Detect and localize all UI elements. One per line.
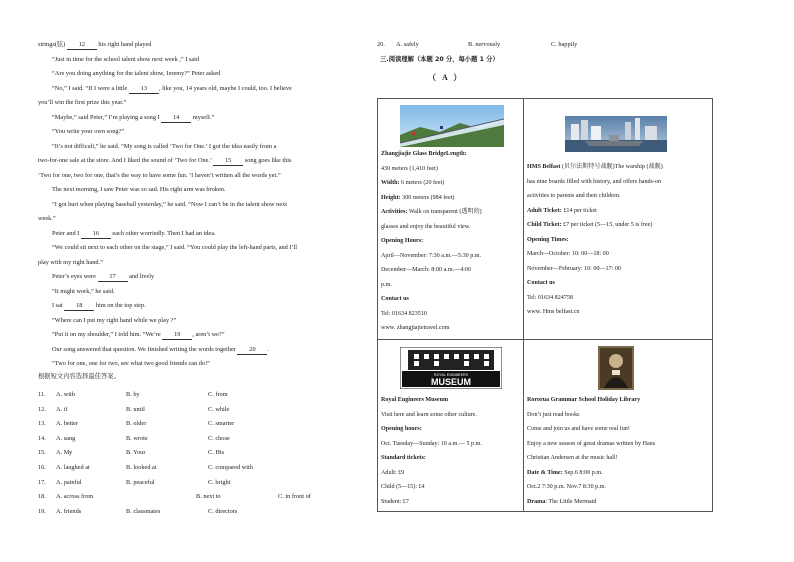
option-c[interactable]: C. while xyxy=(208,405,230,413)
passage-text: “It’s not difficult,” he said. “My song is called ‘Two for One.’ I got the idea easily from a xyxy=(52,142,277,150)
cell-text: Child (5—15): £4 xyxy=(381,484,425,490)
passage-text: “I got hurt when playing baseball yesterday,” he said. “Now I can’t be in the talent show next xyxy=(52,200,288,208)
option-c[interactable]: C. His xyxy=(208,449,225,457)
option-c[interactable]: C. smarter xyxy=(208,420,235,428)
option-a[interactable]: A. better xyxy=(56,420,79,428)
cell-text: £7 per ticket (5—15, under 5 is free) xyxy=(563,222,653,228)
passage-text: . xyxy=(267,345,270,353)
passage-text: “Maybe,” said Peter,” I’m playing a song I xyxy=(52,113,162,121)
question-20-option-b: B. nervously xyxy=(468,41,501,48)
passage-text: “You write your own song?” xyxy=(52,128,125,135)
answer-blank[interactable]: 15 xyxy=(213,156,243,166)
passage-text: The next morning, I saw Peter was so sad. His right arm was broken. xyxy=(52,186,226,193)
museum-logo-top-text: ROYAL ENGINEERS xyxy=(434,373,468,377)
passage-line xyxy=(38,40,151,50)
passage-text: week.” xyxy=(38,215,56,222)
cell-line xyxy=(527,440,655,449)
option-c[interactable]: C. chose xyxy=(208,434,230,442)
passage-line xyxy=(38,185,225,194)
cell-line xyxy=(381,324,449,333)
cell-line xyxy=(381,498,409,507)
passage-text: his right hand played xyxy=(96,41,152,48)
cell-text: March—October: 10: 00—18: 00 xyxy=(527,251,609,257)
passage-label: （ A ） xyxy=(428,73,464,82)
question-number: 11. xyxy=(38,391,46,398)
option-a[interactable]: A. laughed at xyxy=(56,464,90,471)
question-number: 15. xyxy=(38,449,46,457)
passage-text: you’ll win the first prize this year.” xyxy=(38,99,127,106)
passage-text: myself.” xyxy=(191,113,215,121)
cell-line xyxy=(381,179,444,188)
cell-line xyxy=(527,396,640,405)
passage-text: “We could sit next to each other on the stage,” I said. “You could play the left-hand parts, and I’ll xyxy=(52,244,298,251)
option-a[interactable]: A. with xyxy=(56,391,75,398)
passage-line xyxy=(38,98,126,107)
option-c[interactable]: C. bright xyxy=(208,478,231,486)
cell-text: www. zhangjiajietravel.com xyxy=(381,325,450,331)
museum-logo-main-text: MUSEUM xyxy=(431,377,471,387)
cell-line xyxy=(381,310,427,319)
passage-line xyxy=(38,229,216,239)
cell-text: Child Ticket: xyxy=(527,222,564,228)
cell-text: Width: xyxy=(381,180,402,186)
cell-line xyxy=(381,454,426,463)
section-title: 三.阅读理解（本题 20 分，每小题 1 分） xyxy=(380,56,499,63)
cell-line xyxy=(527,308,579,317)
passage-text: “Where can I put my right hand while we play ?” xyxy=(52,316,177,324)
passage-line xyxy=(38,287,115,296)
option-c[interactable]: C. in front of xyxy=(278,493,311,501)
cell-line xyxy=(381,208,482,217)
passage-text: Our song answered that question. We finished writing the words together xyxy=(52,345,238,353)
option-b[interactable]: B. looked at xyxy=(126,464,157,471)
question-number: 12. xyxy=(38,405,46,413)
cell-text: Visit here and learn some other culture. xyxy=(381,411,477,418)
question-number: 14. xyxy=(38,434,46,442)
option-a[interactable]: A. painful xyxy=(56,478,82,486)
option-a[interactable]: A. friends xyxy=(56,507,82,515)
cell-line xyxy=(527,250,609,259)
option-b[interactable]: B. until xyxy=(126,405,145,413)
cell-text: £14 per ticket xyxy=(563,207,597,214)
option-c[interactable]: C. from xyxy=(208,391,228,398)
cell-line xyxy=(527,279,555,288)
cell-line xyxy=(381,165,438,174)
passage-line xyxy=(38,359,210,368)
passage-text: him on the top step. xyxy=(94,302,146,309)
cell-text: November—February: 10: 00—17: 00 xyxy=(527,265,621,272)
passage-line xyxy=(38,156,292,166)
passage-text: Peter’s eyes were xyxy=(52,273,98,280)
cell-line xyxy=(527,411,580,420)
cell-text: Adult Ticket: xyxy=(527,207,564,214)
passage-text: “Put it on my shoulder,” I told him. “We’re xyxy=(52,331,163,338)
passage-text: and lively xyxy=(127,273,155,280)
cell-text: Drama xyxy=(527,498,546,505)
cell-text: Date & Time: xyxy=(527,469,565,476)
passage-line xyxy=(38,171,281,180)
passage-line xyxy=(38,84,292,94)
passage-line xyxy=(38,69,220,78)
cell-line xyxy=(527,498,596,507)
passage-line xyxy=(38,214,56,223)
passage-text: , aren’t we?” xyxy=(192,331,225,338)
question-20-option-c: C. happily xyxy=(551,41,578,48)
cell-text: Standard tickets: xyxy=(381,455,426,461)
cell-line xyxy=(381,295,409,304)
option-a[interactable]: A. if xyxy=(56,405,68,413)
cell-text: www. Hms belfast.cn xyxy=(527,309,580,315)
passage-line xyxy=(38,301,146,311)
passage-text: I sat xyxy=(52,302,65,309)
cell-line xyxy=(527,425,630,434)
cell-line xyxy=(527,265,621,274)
cell-text: Height: xyxy=(381,194,403,201)
cell-text: Opening hours: xyxy=(381,426,422,432)
passage-line xyxy=(38,316,176,325)
cell-text: (贝尔法斯特号战舰)The warship (战舰) xyxy=(560,164,663,170)
cell-text: Activities: xyxy=(381,209,409,215)
passage-line xyxy=(38,258,103,267)
question-number: 13. xyxy=(38,420,46,428)
cell-line xyxy=(527,163,663,172)
cell-text: Opening Times: xyxy=(527,236,569,243)
cell-line xyxy=(527,192,620,201)
passage-text: , like you, 14 years old, maybe I could, too. I believe xyxy=(158,84,292,92)
cell-line xyxy=(527,178,661,187)
cell-text: 300 meters (984 feet) xyxy=(402,194,455,201)
passage-line xyxy=(38,142,276,151)
option-b[interactable]: B. wrote xyxy=(126,434,148,442)
cell-text: : The Little Mermaid xyxy=(545,498,597,505)
cell-line xyxy=(381,266,471,275)
option-b[interactable]: B. peaceful xyxy=(126,478,155,486)
passage-text: ‘Two for one, two for one, that’s the way to have some fun. ‘I haven’t written all the words yet.” xyxy=(38,171,281,179)
cell-text: Christian Andersen at the music hall! xyxy=(527,455,618,461)
cell-text: 430 meters (1,410 feet) xyxy=(381,165,438,172)
cell-text: Don’t just read books xyxy=(527,411,580,418)
cell-text: Contact us xyxy=(527,280,555,286)
cell-line xyxy=(527,236,569,245)
cell-line xyxy=(381,281,392,290)
cell-text: Royal Engineers Museum xyxy=(381,397,449,403)
passage-line xyxy=(38,127,124,136)
cell-line xyxy=(381,223,470,232)
passage-text: Peter and I xyxy=(52,229,81,237)
passage-line xyxy=(38,55,199,64)
cell-line xyxy=(527,221,652,230)
option-b[interactable]: B. by xyxy=(126,391,140,398)
question-20-option-a: A. safely xyxy=(396,41,419,48)
option-b[interactable]: B. Your xyxy=(126,449,146,457)
table-divider-vertical xyxy=(523,99,524,511)
cell-text: December—March: 8:00 a.m.—4:00 xyxy=(381,267,472,273)
passage-text: strings(弦) xyxy=(38,41,67,48)
passage-line xyxy=(38,243,297,252)
passage-text: play with my right hand.” xyxy=(38,258,103,266)
question-number: 17. xyxy=(38,478,46,486)
passage-line xyxy=(38,330,225,340)
cell-line xyxy=(527,469,603,478)
answer-blank[interactable]: 16 xyxy=(81,229,111,239)
cell-text: glasses and enjoy the beautiful view. xyxy=(381,223,471,230)
option-a[interactable]: A. My xyxy=(56,449,73,457)
cell-text: Contact us xyxy=(381,296,409,302)
passage-text: song goes like this xyxy=(243,157,292,164)
cell-line xyxy=(527,294,573,303)
cell-text: Enjoy a new season of great dramas written by Hans xyxy=(527,440,656,447)
cell-line xyxy=(381,252,481,261)
answer-blank[interactable]: 12 xyxy=(67,40,97,50)
instruction-text: 根据短文内容选择最佳答案。 xyxy=(38,372,120,380)
passage-line xyxy=(38,272,154,282)
hans-christian-andersen-portrait xyxy=(598,346,634,390)
question-number: 19. xyxy=(38,507,46,515)
question-number: 18. xyxy=(38,493,46,501)
option-b[interactable]: B. classmates xyxy=(126,507,161,515)
cell-text: has nine boards filled with history, and offers hands-on xyxy=(527,178,662,185)
passage-text: each other worriedly. Then I had an idea. xyxy=(110,229,216,237)
cell-line xyxy=(381,411,477,420)
answer-blank[interactable]: 20 xyxy=(237,345,267,355)
cell-text: Tel: 01634 823510 xyxy=(381,310,427,317)
cell-text: Sep.6 8:00 p.m. xyxy=(564,469,603,476)
cell-text: Oct. Tuesday—Sunday: 10 a.m.— 5 p.m. xyxy=(381,440,482,447)
answer-blank[interactable]: 14 xyxy=(161,113,191,123)
cell-line xyxy=(381,194,454,203)
passage-text: “Two for one, one for two, see what two good friends can do!” xyxy=(52,360,210,367)
answer-blank[interactable]: 17 xyxy=(98,272,128,282)
option-a[interactable]: A. sang xyxy=(56,434,76,442)
answer-blank[interactable]: 18 xyxy=(64,301,94,311)
cell-text: Adult: £9 xyxy=(381,469,405,476)
passage-text: “It might work,” he said. xyxy=(52,287,115,295)
reading-a-table xyxy=(377,98,713,512)
cell-text: p.m. xyxy=(381,281,392,288)
hms-belfast-image xyxy=(565,116,667,152)
cell-text: Come and join us and have some real fun! xyxy=(527,426,630,432)
cell-line xyxy=(381,396,448,405)
cell-text: Student: £7 xyxy=(381,498,409,505)
cell-line xyxy=(527,207,597,216)
table-divider-horizontal xyxy=(378,339,712,340)
cell-text: Oct.2 7:30 p.m. Nov.7 8:30 p.m. xyxy=(527,484,606,490)
cell-text: Opening Hours: xyxy=(381,238,424,244)
passage-line xyxy=(38,113,214,123)
passage-text: two-for-one sale at the store. And I liked the sound of ‘Two for One.’ xyxy=(38,157,214,164)
option-c[interactable]: C. directors xyxy=(208,507,238,515)
cell-text: activities to parents and their children. xyxy=(527,193,621,199)
option-b[interactable]: B. older xyxy=(126,420,147,428)
cell-line xyxy=(527,483,606,492)
passage-text: “Are you doing anything for the talent show, Jeremy?” Peter asked xyxy=(52,70,221,77)
cell-line xyxy=(381,150,467,159)
cell-line xyxy=(381,469,404,478)
question-20-number: 20. xyxy=(377,41,385,48)
cell-line xyxy=(381,440,482,449)
passage-line xyxy=(38,345,269,355)
cell-line xyxy=(381,425,422,434)
cell-text: 6 meters (20 feet) xyxy=(401,180,445,186)
option-a[interactable]: A. across from xyxy=(56,493,94,501)
answer-blank[interactable]: 13 xyxy=(129,84,159,94)
cell-line xyxy=(381,483,425,492)
cell-text: HMS Belfast xyxy=(527,164,561,170)
royal-engineers-museum-logo xyxy=(400,347,502,389)
passage-line xyxy=(38,200,287,209)
cell-line xyxy=(381,237,423,246)
passage-text: “No,” I said. “If I were a little xyxy=(52,84,129,92)
cell-text: Tel: 01634 824758 xyxy=(527,294,573,301)
cell-text: Walk on transparent (透明的) xyxy=(408,209,482,215)
cell-text: April—November: 7:30 a.m.—5:30 p.m. xyxy=(381,252,482,259)
question-number: 16. xyxy=(38,464,46,471)
option-c[interactable]: C. compared with xyxy=(208,464,253,471)
cell-text: Rororua Grammar School Holiday Library xyxy=(527,397,641,403)
answer-blank[interactable]: 19 xyxy=(162,330,192,340)
passage-text: “Just in time for the school talent show next week ,” I said xyxy=(52,55,200,63)
glass-bridge-image xyxy=(400,105,504,147)
option-b[interactable]: B. next to xyxy=(196,493,221,501)
cell-text: Zhangjiajie Glass BridgeLength: xyxy=(381,151,467,157)
cell-line xyxy=(527,454,618,463)
